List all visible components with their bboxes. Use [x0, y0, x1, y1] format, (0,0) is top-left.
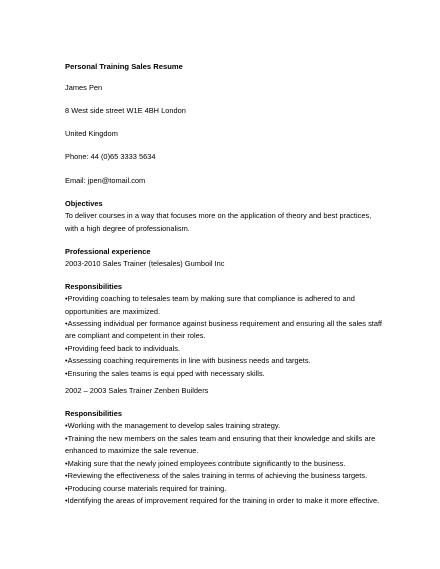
responsibilities-heading: Responsibilities	[65, 282, 122, 291]
email-line: Email: jpen@tomail.com	[65, 176, 146, 185]
responsibilities-heading: Responsibilities	[65, 409, 122, 418]
responsibility-item: •Ensuring the sales teams is equi pped with necessary skills.	[65, 369, 265, 378]
candidate-name: James Pen	[65, 83, 103, 92]
responsibility-item: •Assessing individual per formance against business requirement and ensuring all the sales staff	[65, 319, 383, 328]
page-title: Personal Training Sales Resume	[65, 62, 183, 71]
responsibility-item: •Reviewing the effectiveness of the sales training in terms of achieving the business targets.	[65, 471, 368, 480]
address-line: 8 West side street W1E 4BH London	[65, 106, 186, 115]
responsibility-item: •Training the new members on the sales team and ensuring that their knowledge and skills are	[65, 434, 376, 443]
responsibility-item: •Producing course materials required for training.	[65, 484, 227, 493]
responsibility-item: are compliant and competent in their roles.	[65, 331, 206, 340]
responsibility-item: enhanced to maximize the sale revenue.	[65, 446, 199, 455]
objectives-heading: Objectives	[65, 199, 103, 208]
job-title: 2003-2010 Sales Trainer (telesales) Gumboil Inc	[65, 259, 225, 268]
responsibility-item: •Providing coaching to telesales team by making sure that compliance is adhered to and	[65, 294, 355, 303]
responsibility-item: opportunities are maximized.	[65, 307, 161, 316]
objectives-text: To deliver courses in a way that focuses more on the application of theory and best practices,	[65, 211, 372, 220]
responsibility-item: •Working with the management to develop sales training strategy.	[65, 421, 281, 430]
country-line: United Kingdom	[65, 129, 118, 138]
experience-heading: Professional experience	[65, 247, 151, 256]
job-title: 2002 – 2003 Sales Trainer Zenben Builders	[65, 386, 209, 395]
objectives-text: with a high degree of professionalism.	[65, 224, 190, 233]
phone-line: Phone: 44 (0)65 3333 5634	[65, 152, 156, 161]
responsibility-item: •Making sure that the newly joined employees contribute significantly to the business.	[65, 459, 346, 468]
responsibility-item: •Identifying the areas of improvement required for the training in order to make it more effective.	[65, 496, 380, 505]
responsibility-item: •Assessing coaching requirements in line with business needs and targets.	[65, 356, 311, 365]
responsibility-item: •Providing feed back to individuals.	[65, 344, 181, 353]
